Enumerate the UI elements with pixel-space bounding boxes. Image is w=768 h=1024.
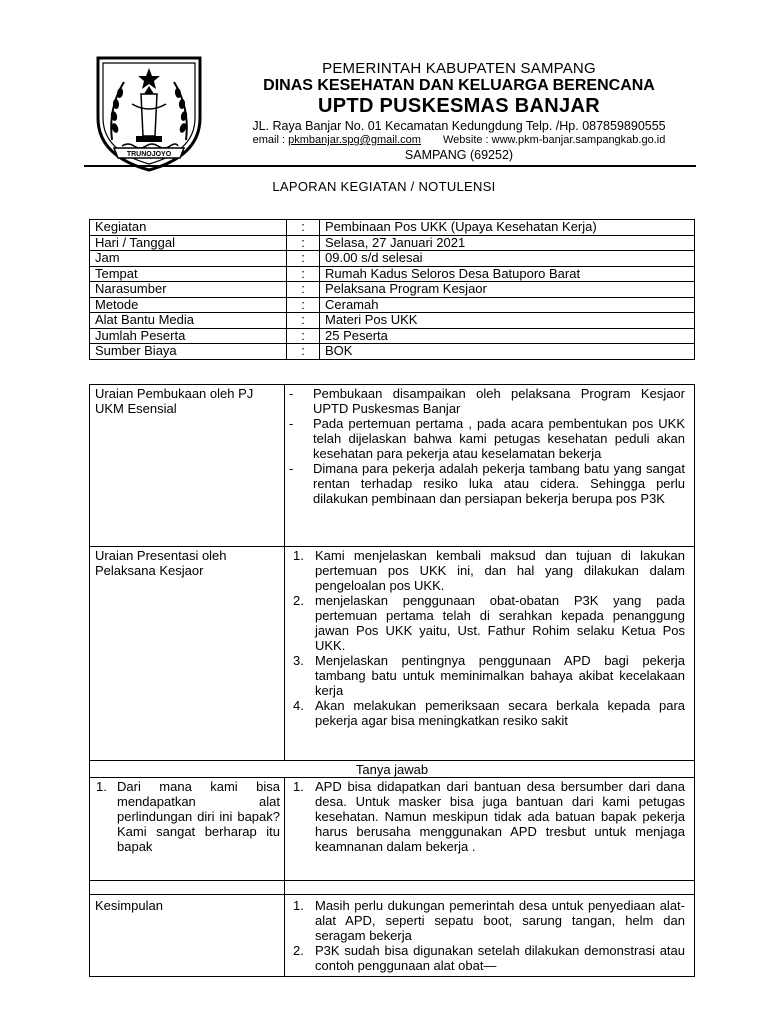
- info-label: Jumlah Peserta: [90, 328, 287, 344]
- kesimpulan-row: [90, 895, 695, 977]
- city-postcode: SAMPANG (69252): [404, 148, 514, 162]
- info-separator: :: [287, 297, 320, 313]
- address: JL. Raya Banjar No. 01 Kecamatan Kedungdung Telp. /Hp. 087859890555: [252, 119, 666, 133]
- presentasi-label: Uraian Presentasi oleh Pelaksana Kesjaor: [90, 547, 285, 761]
- presentasi-row: [90, 547, 695, 761]
- info-separator: :: [287, 328, 320, 344]
- answer-list: [289, 779, 685, 854]
- info-separator: :: [287, 235, 320, 251]
- info-value: 25 Peserta: [320, 328, 695, 344]
- letterhead-text: [214, 60, 704, 163]
- tanya-jawab-heading-row: [90, 761, 695, 778]
- email-link[interactable]: pkmbanjar.spg@gmail.com: [288, 134, 421, 146]
- email-prefix: email :: [252, 134, 289, 146]
- presentasi-content: [285, 547, 695, 761]
- contact-line: [214, 134, 704, 147]
- pembukaan-list: [289, 386, 685, 506]
- pembukaan-content: [285, 385, 695, 547]
- info-row: [90, 328, 695, 344]
- list-item: 1. Masih perlu dukungan pemerintah desa untuk penyediaan alat-alat APD, seperti sepatu boot, sarung tangan, helm dan seragam bekerja: [293, 898, 685, 943]
- tanya-jawab-heading: Tanya jawab: [90, 761, 695, 778]
- list-item: 2. menjelaskan penggunaan obat-obatan P3K yang pada pertemuan pertama telah di serahkan kepada penanggung jawan Pos UKK yaitu, Ust. Fathur Rohim selaku Ketua Pos UKK.: [293, 593, 685, 653]
- info-value: Rumah Kadus Seloros Desa Batuporo Barat: [320, 266, 695, 282]
- info-value: Ceramah: [320, 297, 695, 313]
- list-item: 3. Menjelaskan pentingnya penggunaan APD bagi pekerja tambang batu untuk meminimalkan bahaya akibat kecelakaan kerja: [293, 653, 685, 698]
- sampang-emblem-icon: [92, 48, 206, 174]
- info-row: [90, 313, 695, 329]
- info-label: Kegiatan: [90, 220, 287, 236]
- list-item: 1. Kami menjelaskan kembali maksud dan tujuan di lakukan pertemuan pos UKK ini, dan hal yang dilakukan dalam pengeloalan pos UKK.: [293, 548, 685, 593]
- kesimpulan-content: [285, 895, 695, 977]
- department-name: DINAS KESEHATAN DAN KELUARGA BERENCANA: [263, 77, 655, 94]
- qa-row: [90, 778, 695, 881]
- info-value: BOK: [320, 344, 695, 360]
- info-separator: :: [287, 282, 320, 298]
- info-value: Materi Pos UKK: [320, 313, 695, 329]
- info-table: [89, 219, 695, 360]
- detail-table: [89, 384, 695, 977]
- info-label: Metode: [90, 297, 287, 313]
- info-label: Narasumber: [90, 282, 287, 298]
- info-row: [90, 235, 695, 251]
- spacer-row: [90, 881, 695, 895]
- info-separator: :: [287, 251, 320, 267]
- website: Website : www.pkm-banjar.sampangkab.go.id: [442, 134, 666, 146]
- info-row: [90, 282, 695, 298]
- info-row: [90, 297, 695, 313]
- pembukaan-label: Uraian Pembukaan oleh PJ UKM Esensial: [90, 385, 285, 547]
- document-title: LAPORAN KEGIATAN / NOTULENSI: [272, 179, 496, 194]
- info-value: Selasa, 27 Januari 2021: [320, 235, 695, 251]
- list-item: - Pada pertemuan pertama , pada acara pembentukan pos UKK telah dijelaskan bahwa kami petugas kesehatan peduli akan kesehatan para pekerja atau keselamatan bekerja: [289, 416, 685, 461]
- info-value: 09.00 s/d selesai: [320, 251, 695, 267]
- info-value: Pembinaan Pos UKK (Upaya Kesehatan Kerja): [320, 220, 695, 236]
- letterhead-divider: [84, 165, 696, 167]
- info-separator: :: [287, 266, 320, 282]
- institution-name: UPTD PUSKESMAS BANJAR: [318, 95, 600, 117]
- info-separator: :: [287, 344, 320, 360]
- info-label: Sumber Biaya: [90, 344, 287, 360]
- list-item: 1. APD bisa didapatkan dari bantuan desa bersumber dari dana desa. Untuk masker bisa juga bantuan dari kami petugas kesehatan. Namun meskipun tidak ada batuan bapak pekerja harus berusaha menggunakan APD tresbut untuk menjaga keamnanan dalam bekerja .: [293, 779, 685, 854]
- presentasi-list: [289, 548, 685, 728]
- list-item: 1. Dari mana kami bisa mendapatkan alat perlindungan diri ini bapak? Kami sangat berharap itu bapak: [96, 779, 280, 854]
- list-item: - Pembukaan disampaikan oleh pelaksana Program Kesjaor UPTD Puskesmas Banjar: [289, 386, 685, 416]
- info-value: Pelaksana Program Kesjaor: [320, 282, 695, 298]
- emblem-ribbon-text: TRUNOJOYO: [126, 151, 172, 158]
- info-separator: :: [287, 220, 320, 236]
- question-list: [95, 779, 280, 854]
- list-item: - Dimana para pekerja adalah pekerja tambang batu yang sangat rentan terhadap resiko luka atau cidera. Sehingga perlu dilakukan pembinaan dan persiapan bekerja berupa pos P3K: [289, 461, 685, 506]
- info-separator: :: [287, 313, 320, 329]
- info-row: [90, 251, 695, 267]
- list-item: 2. P3K sudah bisa digunakan setelah dilakukan demonstrasi atau contoh penggunaan alat obat—: [293, 943, 685, 973]
- info-row: [90, 266, 695, 282]
- info-label: Hari / Tanggal: [90, 235, 287, 251]
- info-label: Tempat: [90, 266, 287, 282]
- info-row: [90, 344, 695, 360]
- answer-cell: [285, 778, 695, 881]
- list-item: 4. Akan melakukan pemeriksaan secara berkala kepada para pekerja agar bisa meningkatkan resiko sakit: [293, 698, 685, 728]
- kesimpulan-list: [289, 898, 685, 973]
- info-label: Alat Bantu Media: [90, 313, 287, 329]
- kesimpulan-label: Kesimpulan: [90, 895, 285, 977]
- info-row: [90, 220, 695, 236]
- info-label: Jam: [90, 251, 287, 267]
- pembukaan-row: [90, 385, 695, 547]
- government-name: PEMERINTAH KABUPATEN SAMPANG: [322, 60, 596, 77]
- letterhead: [0, 0, 768, 170]
- question-cell: [90, 778, 285, 881]
